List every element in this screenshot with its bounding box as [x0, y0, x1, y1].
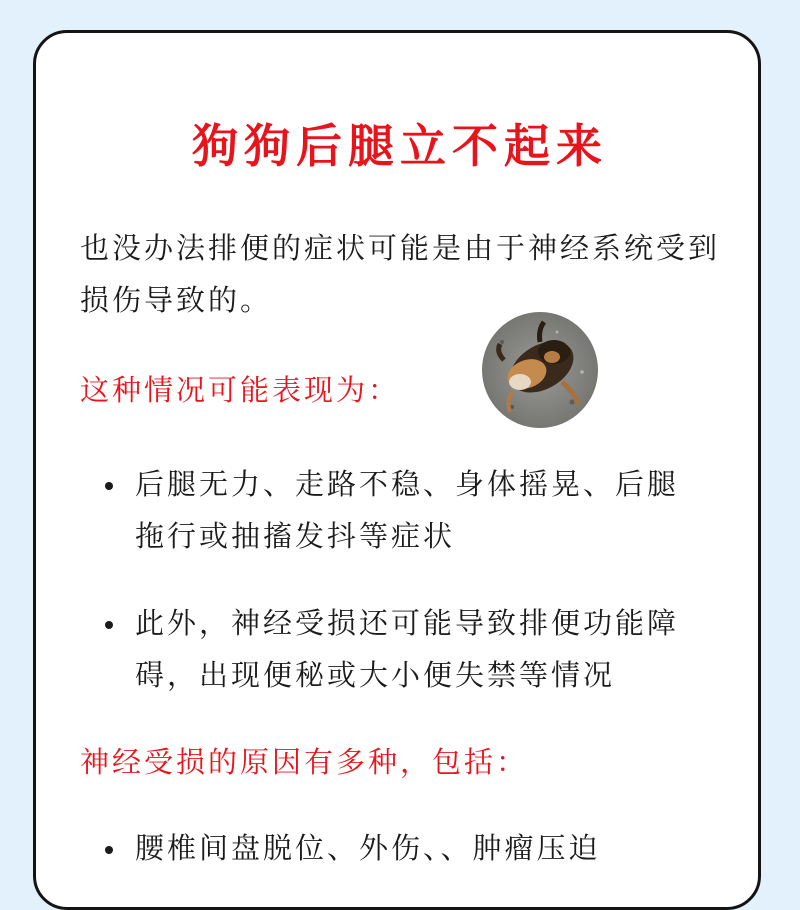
intro-paragraph: 也没办法排便的症状可能是由于神经系统受到损伤导致的。 [80, 231, 721, 317]
list-item-text: 腰椎间盘脱位、外伤、、肿瘤压迫 [135, 831, 601, 865]
bullet-dot [105, 482, 113, 490]
list-item [105, 597, 705, 701]
bullet-dot [105, 621, 113, 629]
symptom-list [105, 458, 705, 736]
dog-photo [482, 312, 598, 428]
list-item-text: 后腿无力、走路不稳、身体摇晃、后腿拖行或抽搐发抖等症状 [135, 467, 680, 553]
list-item-text: 此外，神经受损还可能导致排便功能障碍，出现便秘或大小便失禁等情况 [135, 606, 680, 692]
cause-list [105, 822, 705, 909]
section-heading-symptoms: 这种情况可能表现为： [80, 373, 401, 407]
list-item [105, 458, 705, 562]
page-title: 狗狗后腿立不起来 [192, 119, 608, 173]
bullet-dot [105, 846, 113, 854]
list-item [105, 822, 705, 874]
section-heading-causes: 神经受损的原因有多种，包括： [80, 745, 529, 779]
